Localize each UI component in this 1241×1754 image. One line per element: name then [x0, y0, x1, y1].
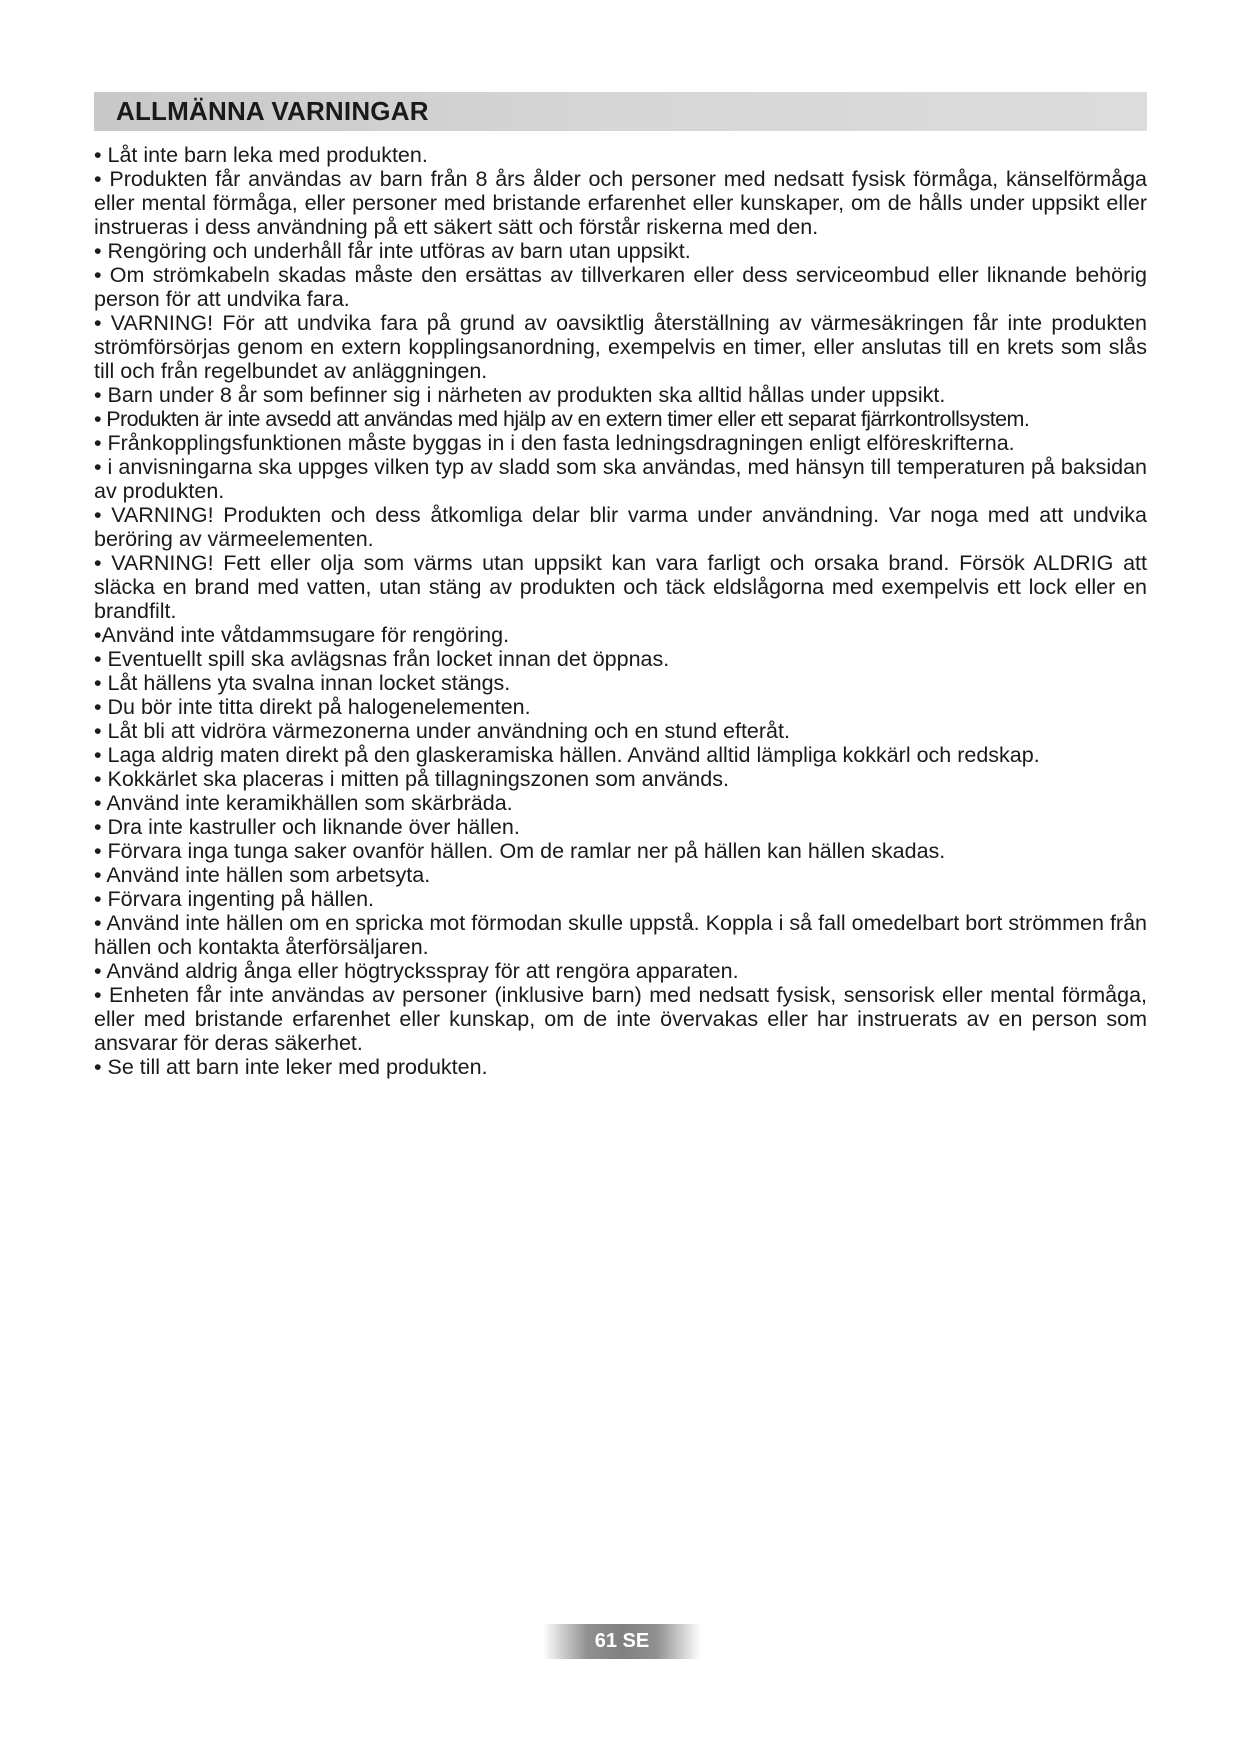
- warning-item: • Frånkopplingsfunktionen måste byggas in i den fasta ledningsdragningen enligt elföreskrifterna.: [94, 431, 1015, 455]
- warning-item: • Barn under 8 år som befinner sig i närheten av produkten ska alltid hållas under uppsikt.: [94, 383, 946, 407]
- warning-item: • Låt hällens yta svalna innan locket stängs.: [94, 671, 511, 695]
- warning-item: • Rengöring och underhåll får inte utföras av barn utan uppsikt.: [94, 239, 691, 263]
- warning-item: • VARNING! Fett eller olja som värms utan uppsikt kan vara farligt och orsaka brand. Försök ALDRIG att släcka en brand med vatten, utan stäng av produkten och täck eldslågorna med exempelvis ett lock eller en brandfilt.: [94, 551, 1147, 623]
- warning-item: • Dra inte kastruller och liknande över hällen.: [94, 815, 520, 839]
- section-header-bar: [94, 92, 1147, 131]
- warning-item: • Laga aldrig maten direkt på den glaskeramiska hällen. Använd alltid lämpliga kokkärl och redskap.: [94, 743, 1040, 767]
- warning-item: • Eventuellt spill ska avlägsnas från locket innan det öppnas.: [94, 647, 670, 671]
- warnings-list: [94, 143, 1147, 1079]
- warning-item: • Använd inte keramikhällen som skärbräda.: [94, 791, 513, 815]
- section-title: ALLMÄNNA VARNINGAR: [116, 96, 429, 126]
- warning-item: • Låt bli att vidröra värmezonerna under användning och en stund efteråt.: [94, 719, 790, 743]
- warning-item: • Enheten får inte användas av personer (inklusive barn) med nedsatt fysisk, sensorisk eller mental förmåga, eller med bristande erfarenhet eller kunskap, om de inte övervakas eller har instruerats av en person som ansvarar för deras säkerhet.: [94, 983, 1147, 1055]
- warning-item: • VARNING! För att undvika fara på grund av oavsiktlig återställning av värmesäkringen får inte produkten strömförsörjas genom en extern kopplingsanordning, exempelvis en timer, eller anslutas till en krets som slås till och från regelbundet av anläggningen.: [94, 311, 1147, 383]
- warning-item: • Använd inte hällen som arbetsyta.: [94, 863, 431, 887]
- page-number-badge: [543, 1624, 701, 1659]
- warning-item: • Produkten är inte avsedd att användas med hjälp av en extern timer eller ett separat fjärrkontrollsystem.: [94, 407, 1030, 431]
- warning-item: • Se till att barn inte leker med produkten.: [94, 1055, 488, 1079]
- warning-item: • VARNING! Produkten och dess åtkomliga delar blir varma under användning. Var noga med att undvika beröring av värmeelementen.: [94, 503, 1147, 551]
- warning-item: • Om strömkabeln skadas måste den ersättas av tillverkaren eller dess serviceombud eller liknande behörig person för att undvika fara.: [94, 263, 1147, 311]
- warning-item: • Låt inte barn leka med produkten.: [94, 143, 428, 167]
- warning-item: •Använd inte våtdammsugare för rengöring.: [94, 623, 510, 647]
- warning-item: • Kokkärlet ska placeras i mitten på tillagningszonen som används.: [94, 767, 729, 791]
- warning-item: • Du bör inte titta direkt på halogenelementen.: [94, 695, 531, 719]
- warning-item: • Produkten får användas av barn från 8 års ålder och personer med nedsatt fysisk förmåga, känselförmåga eller mental förmåga, eller personer med bristande erfarenhet eller kunskaper, om de hålls under uppsikt eller instrueras i dess användning på ett säkert sätt och förstår riskerna med den.: [94, 167, 1147, 239]
- warning-item: • Förvara ingenting på hällen.: [94, 887, 375, 911]
- warning-item: • i anvisningarna ska uppges vilken typ av sladd som ska användas, med hänsyn till temperaturen på baksidan av produkten.: [94, 455, 1147, 503]
- page-number: 61 SE: [594, 1630, 650, 1652]
- warning-item: • Använd inte hällen om en spricka mot förmodan skulle uppstå. Koppla i så fall omedelbart bort strömmen från hällen och kontakta återförsäljaren.: [94, 911, 1147, 959]
- warning-item: • Förvara inga tunga saker ovanför hällen. Om de ramlar ner på hällen kan hällen skadas.: [94, 839, 946, 863]
- warning-item: • Använd aldrig ånga eller högtrycksspray för att rengöra apparaten.: [94, 959, 739, 983]
